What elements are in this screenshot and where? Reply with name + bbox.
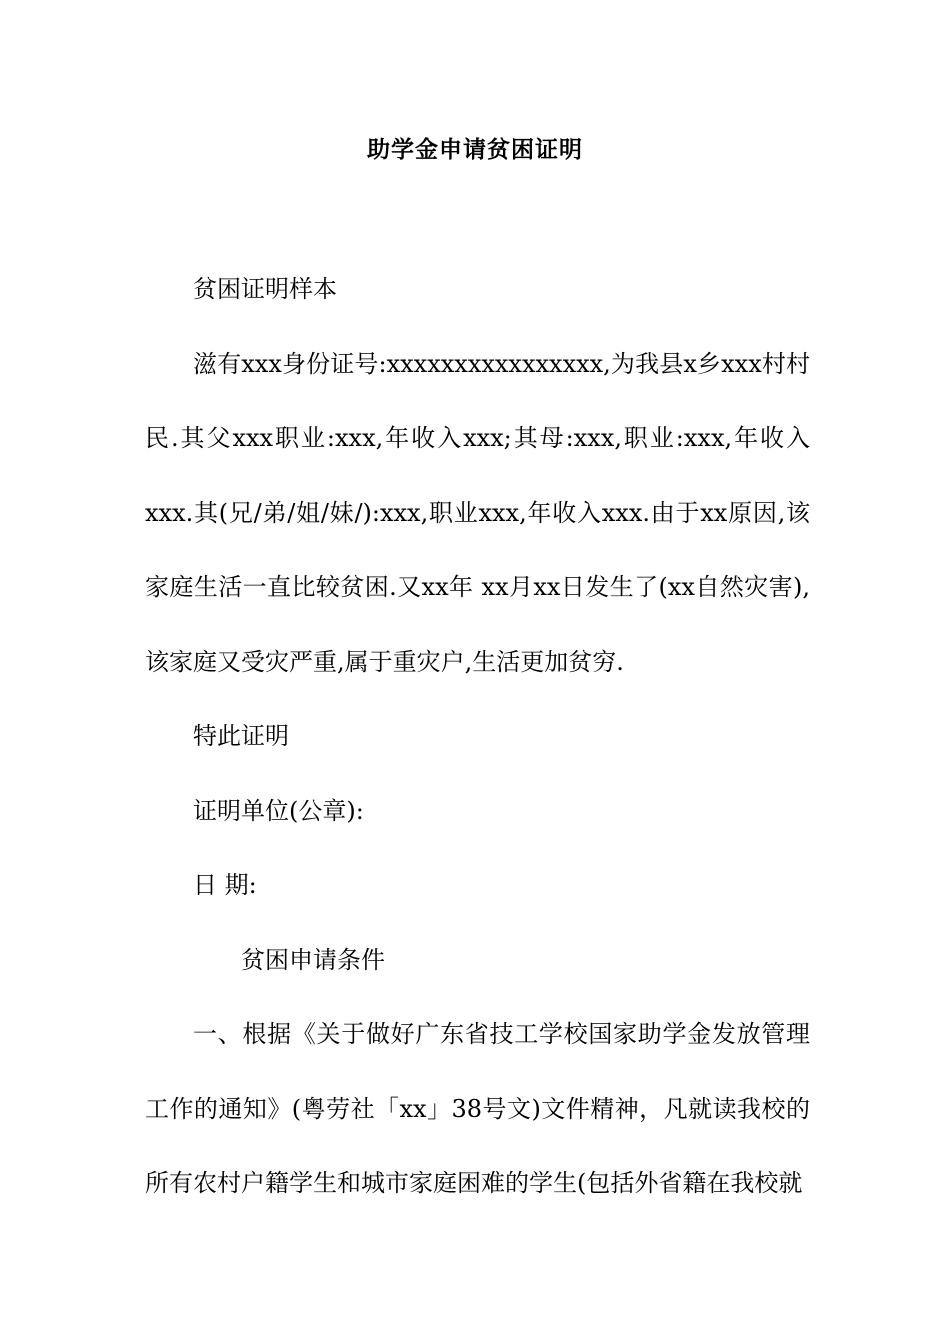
document-title: 助学金申请贫困证明 [367,137,583,163]
conditions-paragraph: 一、根据《关于做好广东省技工学校国家助学金发放管理工作的通知》(粤劳社「xx」38号文)文件精神，凡就读我校的所有农村户籍学生和城市家庭困难的学生(包括外省籍在我校就 [145,1020,810,1197]
date-line: 日 期: [193,871,257,899]
special-note: 特此证明 [193,722,289,750]
sample-heading: 贫困证明样本 [193,275,337,303]
issuing-unit-line: 证明单位(公章): [193,796,364,825]
conditions-heading: 贫困申请条件 [241,945,385,974]
certificate-body-paragraph: 滋有xxx身份证号:xxxxxxxxxxxxxxxx,为我县x乡xxx村村民.其父xxx职业:xxx,年收入xxx;其母:xxx,职业:xxx,年收入xxx.其(兄/弟/姐/妹/):xxx,职业xxx,年收入xxx.由于xx原因,该家庭生活一直比较贫困.又xx年 xx月xx日发生了(xx自然灾害),该家庭又受灾严重,属于重灾户,生活更加贫穷. [145,349,810,676]
document-body [145,252,810,1221]
